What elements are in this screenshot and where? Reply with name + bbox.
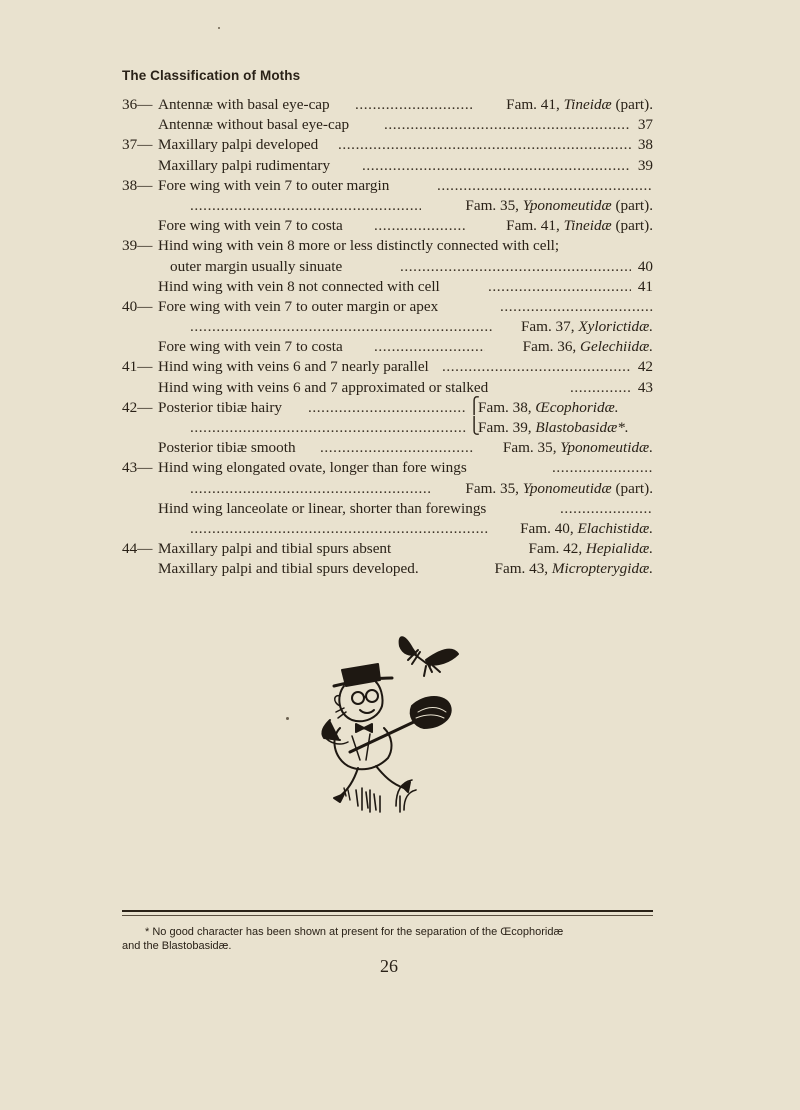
couplet-number: 42— xyxy=(122,398,153,416)
couplet-number: 43— xyxy=(122,459,153,477)
family-reference: Fam. 35, Yponomeutidæ. xyxy=(502,439,653,457)
footnote-line-1: * No good character has been shown at present for the separation of the Œcophoridæ xyxy=(145,926,564,938)
couplet-number: 40— xyxy=(122,297,153,315)
dot-leader xyxy=(320,438,473,458)
key-line xyxy=(122,357,653,377)
key-text: Maxillary palpi developed xyxy=(158,136,319,154)
key-line xyxy=(122,559,653,579)
couplet-number: 44— xyxy=(122,540,153,558)
family-reference: Fam. 41, Tineidæ (part). xyxy=(506,217,653,235)
key-line xyxy=(122,216,653,236)
dot-leader xyxy=(308,398,467,418)
key-line xyxy=(122,438,653,458)
key-text: Hind wing with veins 6 and 7 approximated or stalked xyxy=(158,378,489,396)
flying-moth-icon xyxy=(400,637,458,676)
key-line xyxy=(122,156,653,176)
key-line xyxy=(122,257,653,277)
family-reference: Fam. 42, Hepialidæ. xyxy=(528,540,653,558)
identification-key xyxy=(122,95,653,580)
key-line xyxy=(122,236,653,256)
family-reference: Fam. 35, Yponomeutidæ (part). xyxy=(465,196,653,214)
dot-leader xyxy=(190,196,421,216)
dot-leader xyxy=(355,95,473,115)
print-speck xyxy=(218,27,220,29)
key-text: Posterior tibiæ hairy xyxy=(158,398,283,416)
family-reference: Fam. 41, Tineidæ (part). xyxy=(506,96,653,113)
key-text: Hind wing lanceolate or linear, shorter than forewings xyxy=(158,499,487,517)
dot-leader xyxy=(190,317,493,337)
dot-leader xyxy=(384,115,631,135)
footnote xyxy=(122,925,655,953)
couplet-reference: 42 xyxy=(637,358,653,376)
couplet-number: 36— xyxy=(122,96,153,113)
key-line xyxy=(122,135,653,155)
footnote-line-2: and the Blastobasidæ. xyxy=(122,940,232,952)
key-line xyxy=(122,499,653,519)
key-text: Fore wing with vein 7 to costa xyxy=(158,338,343,356)
dot-leader xyxy=(442,357,631,377)
family-reference: Fam. 38, Œcophoridæ. xyxy=(478,398,619,416)
couplet-number: 37— xyxy=(122,136,153,154)
key-text: Antennæ without basal eye-cap xyxy=(158,116,350,134)
key-line xyxy=(122,479,653,499)
dot-leader xyxy=(362,156,631,176)
key-line xyxy=(122,458,653,478)
dot-leader xyxy=(374,337,485,357)
key-text: Hind wing with vein 8 not connected with cell xyxy=(158,277,440,295)
key-text: Fore wing with vein 7 to outer margin or apex xyxy=(158,297,439,315)
key-text: Maxillary palpi and tibial spurs absent xyxy=(158,540,392,558)
couplet-reference: 43 xyxy=(637,378,653,396)
key-text: Hind wing with veins 6 and 7 nearly parallel xyxy=(158,358,429,376)
key-line xyxy=(122,378,653,398)
key-line xyxy=(122,337,653,357)
couplet-number: 39— xyxy=(122,237,153,255)
family-reference: Fam. 37, Xylorictidæ. xyxy=(520,318,653,336)
key-text: Hind wing elongated ovate, longer than fore wings xyxy=(158,459,467,477)
key-text: outer margin usually sinuate xyxy=(170,257,343,275)
key-text: Fore wing with vein 7 to costa xyxy=(158,217,343,235)
dot-leader xyxy=(500,297,653,317)
page-number: 26 xyxy=(380,956,398,976)
footnote-rule-thick xyxy=(122,910,653,912)
dot-leader xyxy=(190,418,467,438)
couplet-number: 38— xyxy=(122,176,153,194)
key-text: Maxillary palpi rudimentary xyxy=(158,156,331,174)
family-reference: Fam. 35, Yponomeutidæ (part). xyxy=(465,479,653,497)
key-text: Hind wing with vein 8 more or less distinctly connected with cell; xyxy=(158,237,560,255)
running-head: The Classification of Moths xyxy=(122,68,301,83)
key-line xyxy=(122,115,653,135)
dot-leader xyxy=(570,378,631,398)
key-line xyxy=(122,519,653,539)
key-text: Posterior tibiæ smooth xyxy=(158,439,296,457)
print-speck xyxy=(286,717,289,720)
footnote-rule-thin xyxy=(122,915,653,916)
moth-collector-illustration xyxy=(300,620,490,830)
family-reference: Fam. 36, Gelechiidæ. xyxy=(522,338,653,356)
dot-leader xyxy=(400,257,631,277)
key-line xyxy=(122,317,653,337)
dot-leader xyxy=(488,277,631,297)
family-reference: Fam. 39, Blastobasidæ*. xyxy=(478,419,629,436)
key-line xyxy=(122,196,653,216)
dot-leader xyxy=(190,519,489,539)
couplet-reference: 37 xyxy=(637,116,653,134)
key-text: Antennæ with basal eye-cap xyxy=(158,96,330,113)
dot-leader xyxy=(374,216,465,236)
key-line xyxy=(122,297,653,317)
dot-leader xyxy=(552,458,653,478)
key-line xyxy=(122,398,653,418)
key-text: Fore wing with vein 7 to outer margin xyxy=(158,176,390,194)
key-line xyxy=(122,176,653,196)
key-text: Maxillary palpi and tibial spurs developed. xyxy=(158,560,419,578)
couplet-reference: 38 xyxy=(637,136,653,154)
key-line xyxy=(122,277,653,297)
key-line xyxy=(122,539,653,559)
dot-leader xyxy=(190,479,431,499)
couplet-reference: 39 xyxy=(637,156,653,174)
key-line xyxy=(122,95,653,115)
family-reference: Fam. 40, Elachistidæ. xyxy=(520,519,653,537)
brace-bottom-icon: ⎩ xyxy=(468,418,480,435)
family-reference: Fam. 43, Micropterygidæ. xyxy=(494,560,653,578)
brace-top-icon: ⎧ xyxy=(468,397,480,415)
dot-leader xyxy=(560,499,653,519)
dot-leader xyxy=(437,176,653,196)
dot-leader xyxy=(338,135,631,155)
key-line xyxy=(122,418,653,438)
couplet-reference: 40 xyxy=(637,257,653,275)
couplet-number: 41— xyxy=(122,358,153,376)
couplet-reference: 41 xyxy=(637,277,653,295)
